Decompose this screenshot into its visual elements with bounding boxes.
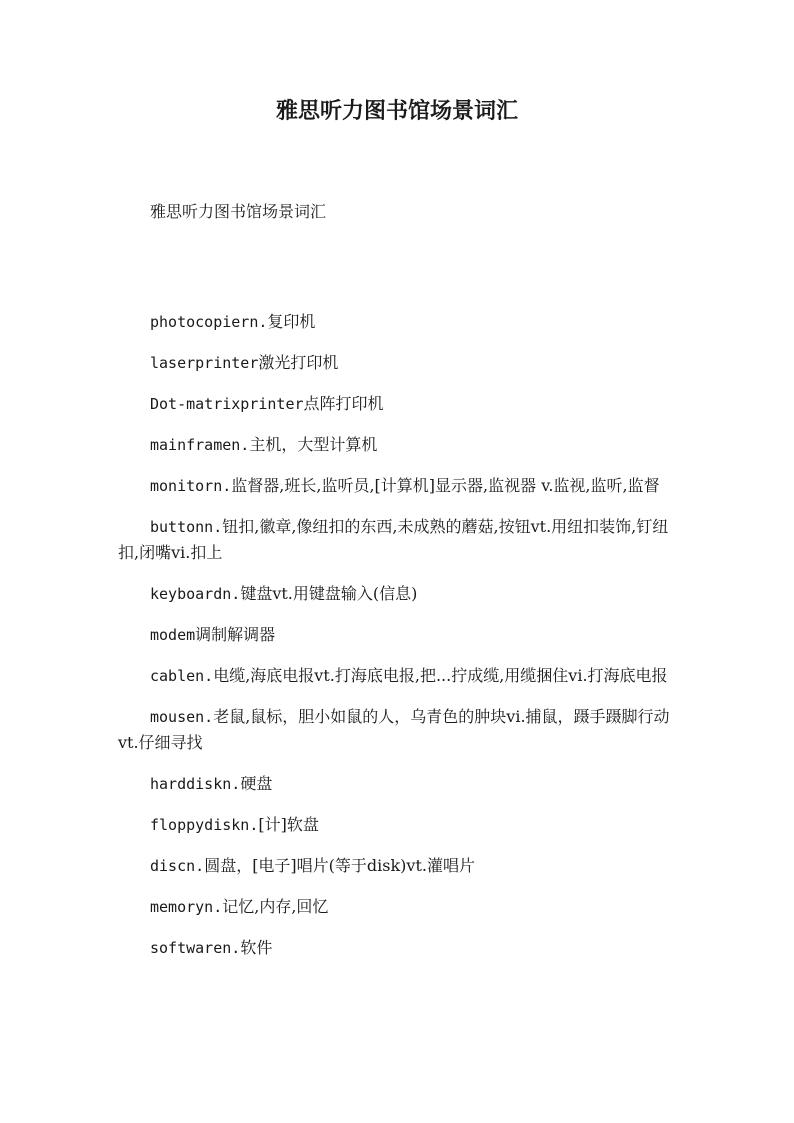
entry-term: keyboardn.	[150, 585, 241, 603]
entry-definition: 钮扣,徽章,像纽扣的东西,未成熟的蘑菇,按钮vt.用纽扣装饰,钉纽扣,闭嘴vi.扣上	[118, 517, 669, 562]
vocabulary-entry	[118, 309, 678, 335]
entry-definition: 记忆,内存,回忆	[222, 897, 329, 916]
entry-term: mainframen.	[150, 436, 250, 454]
vocabulary-entry	[118, 514, 678, 566]
vocabulary-entry	[118, 812, 678, 838]
vocabulary-list	[118, 309, 678, 976]
entry-definition: 点阵打印机	[303, 394, 384, 413]
entry-definition: 监督器,班长,监听员,[计算机]显示器,监视器 v.监视,监听,监督	[231, 476, 660, 495]
document-subtitle: 雅思听力图书馆场景词汇	[150, 202, 327, 221]
document-title: 雅思听力图书馆场景词汇	[275, 98, 518, 124]
entry-term: memoryn.	[150, 898, 223, 916]
vocabulary-entry	[118, 350, 678, 376]
entry-term: photocopiern.	[150, 313, 268, 331]
entry-definition: 软件	[240, 938, 273, 957]
entry-term: modem	[150, 626, 196, 644]
entry-term: buttonn.	[150, 518, 223, 536]
entry-term: laserprinter	[150, 354, 259, 372]
entry-definition: 硬盘	[240, 774, 273, 793]
vocabulary-entry	[118, 663, 678, 689]
entry-definition: 激光打印机	[258, 353, 339, 372]
entry-term: floppydiskn.	[150, 816, 259, 834]
entry-term: discn.	[150, 857, 205, 875]
entry-term: Dot-matrixprinter	[150, 395, 304, 413]
entry-term: softwaren.	[150, 939, 241, 957]
entry-definition: 调制解调器	[195, 625, 276, 644]
vocabulary-entry	[118, 771, 678, 797]
vocabulary-entry	[118, 622, 678, 648]
vocabulary-entry	[118, 432, 678, 458]
entry-definition: 键盘vt.用键盘输入(信息)	[240, 584, 418, 603]
entry-definition: 老鼠,鼠标，胆小如鼠的人，乌青色的肿块vi.捕鼠，蹑手蹑脚行动vt.仔细寻找	[118, 707, 670, 752]
entry-term: mousen.	[150, 708, 214, 726]
entry-term: monitorn.	[150, 477, 232, 495]
entry-term: harddiskn.	[150, 775, 241, 793]
vocabulary-entry	[118, 473, 678, 499]
entry-definition: 圆盘，[电子]唱片(等于disk)vt.灌唱片	[204, 856, 475, 875]
vocabulary-entry	[118, 853, 678, 879]
vocabulary-entry	[118, 894, 678, 920]
entry-definition: 主机，大型计算机	[249, 435, 378, 454]
entry-definition: 电缆,海底电报vt.打海底电报,把...拧成缆,用缆捆住vi.打海底电报	[213, 666, 668, 685]
entry-term: cablen.	[150, 667, 214, 685]
entry-definition: [计]软盘	[258, 815, 319, 834]
vocabulary-entry	[118, 935, 678, 961]
vocabulary-entry	[118, 704, 678, 756]
entry-definition: 复印机	[267, 312, 316, 331]
vocabulary-entry	[118, 581, 678, 607]
vocabulary-entry	[118, 391, 678, 417]
